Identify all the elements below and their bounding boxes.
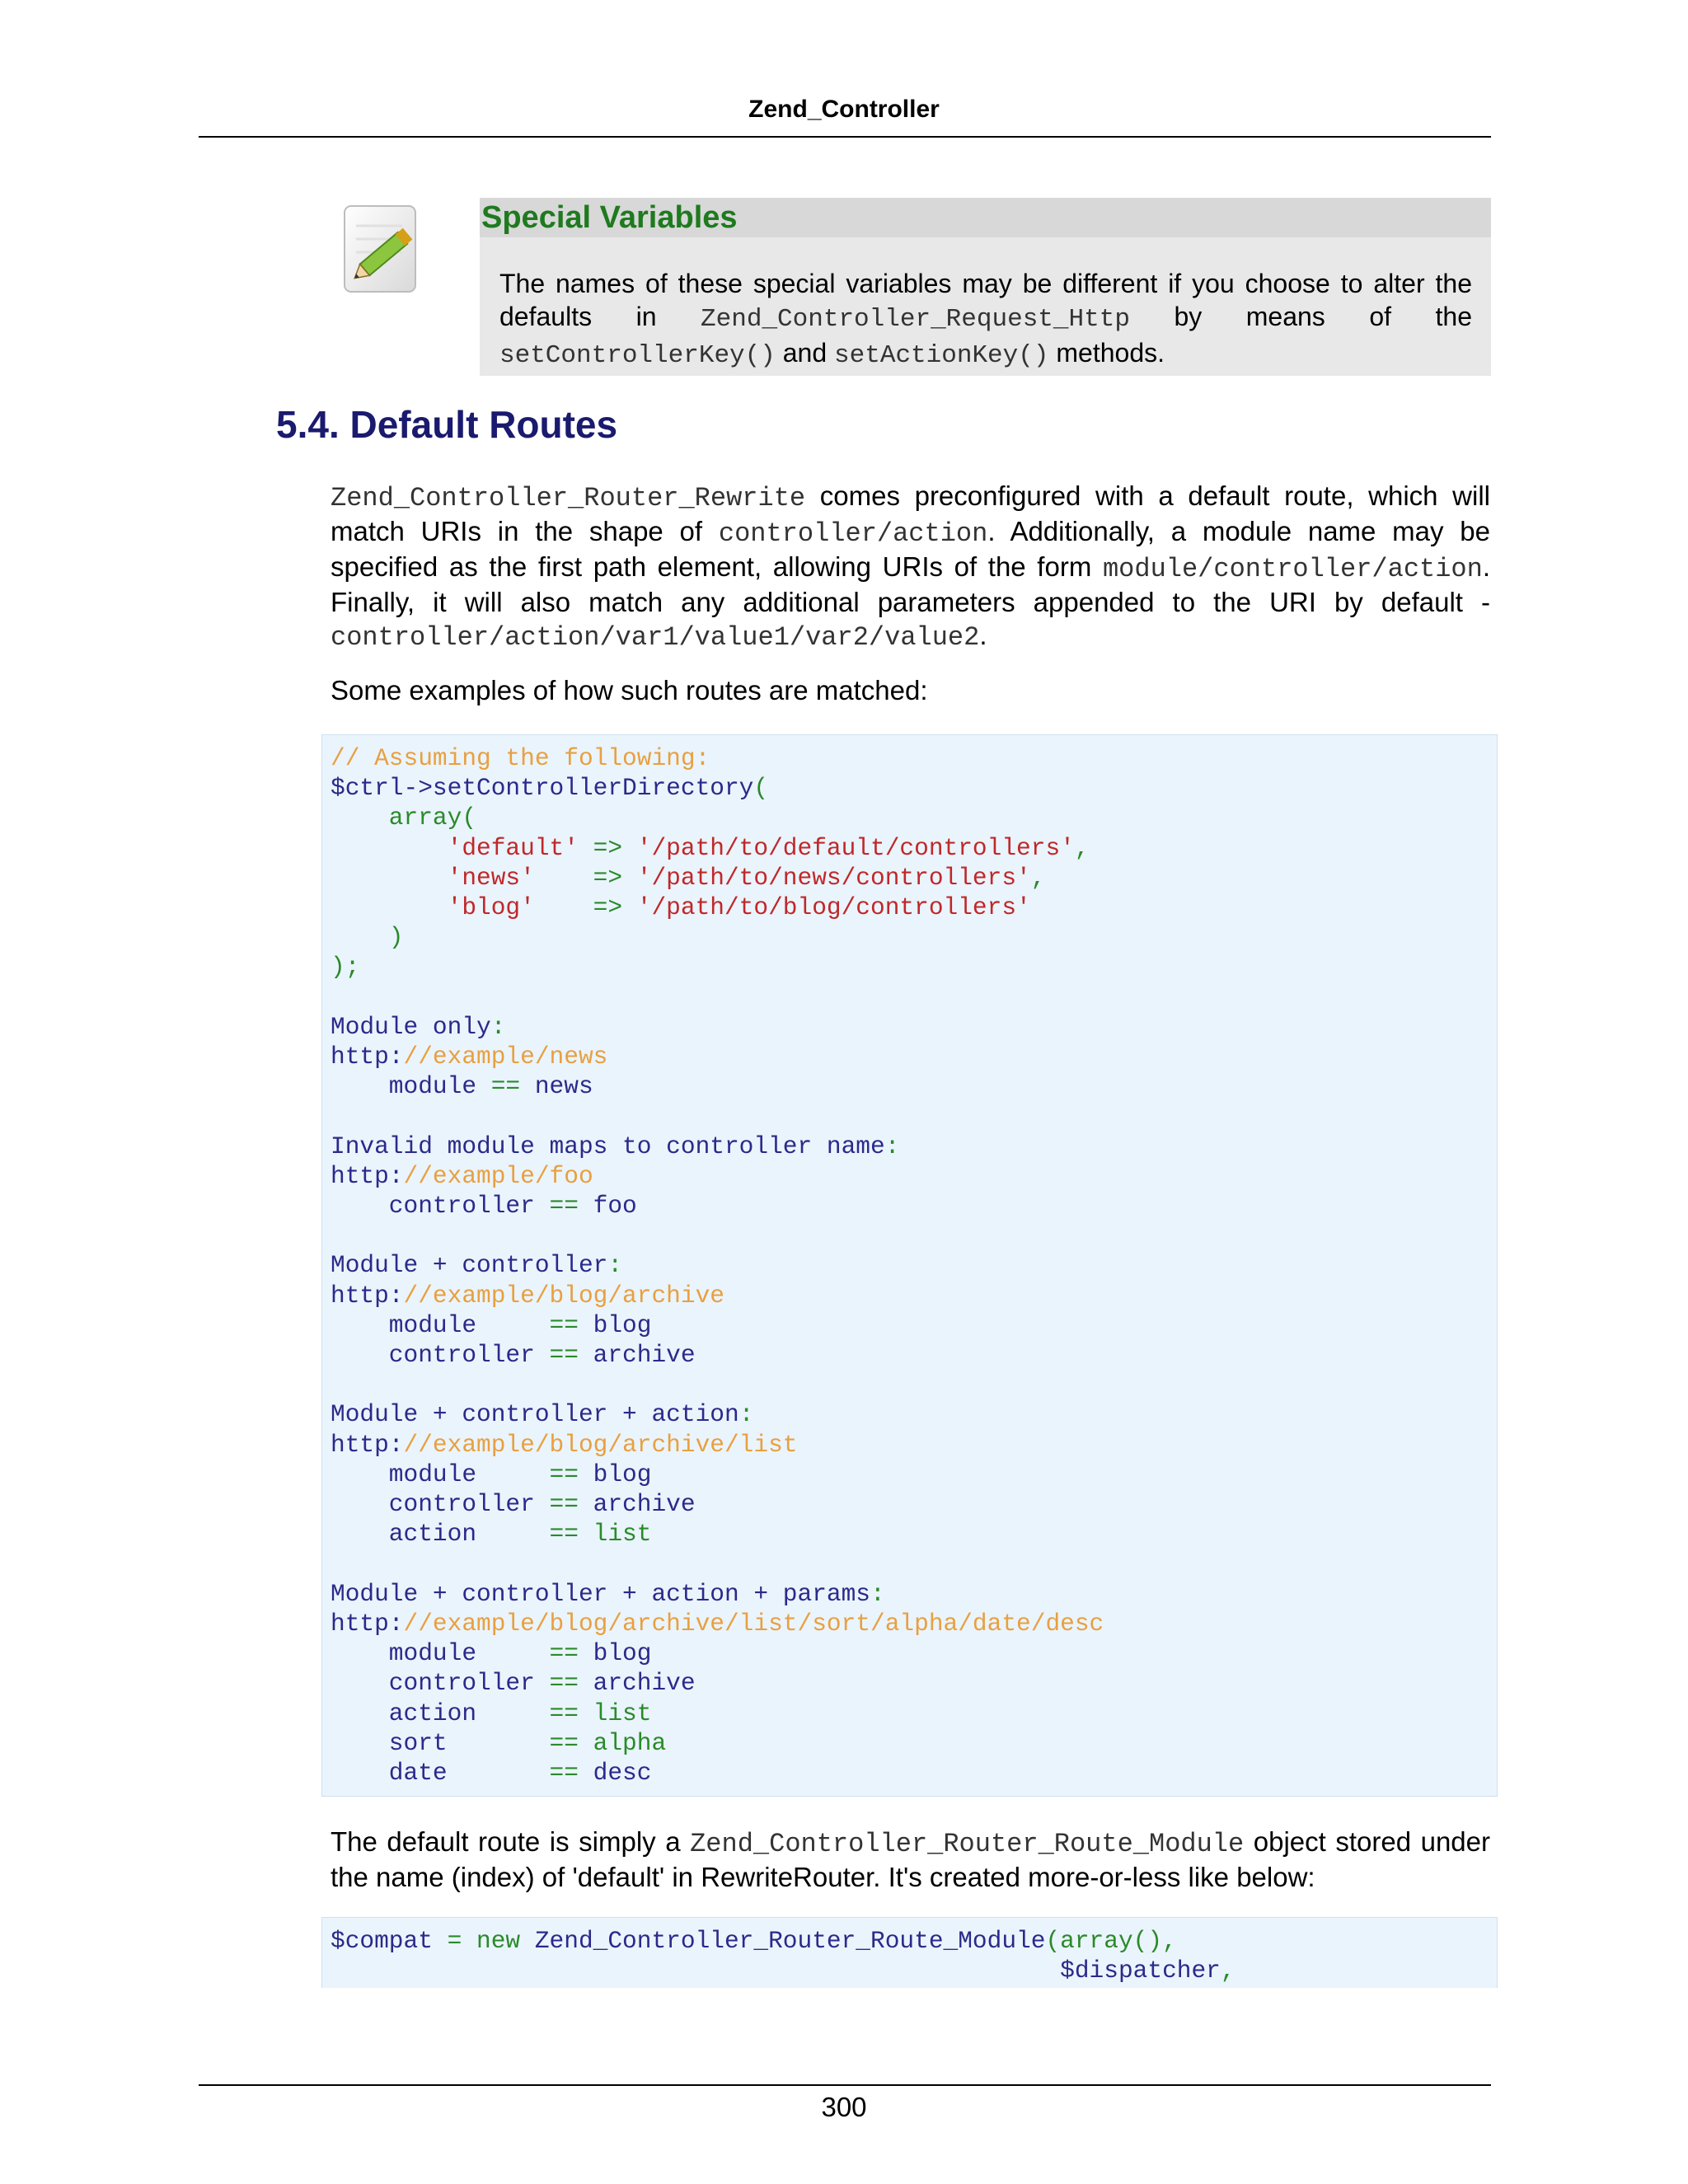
code-token: news xyxy=(520,1072,593,1101)
note-title: Special Variables xyxy=(481,200,738,235)
note-code: setActionKey() xyxy=(834,341,1049,370)
code-token: == xyxy=(549,1728,579,1757)
code-token: http: xyxy=(331,1043,404,1071)
code-token: : xyxy=(738,1400,754,1429)
code-token: action xyxy=(331,1699,550,1727)
code-token: => xyxy=(534,863,637,892)
code-token: = xyxy=(432,1927,477,1955)
code-token: list xyxy=(578,1699,652,1727)
code-comment: // Assuming the following: xyxy=(331,744,710,772)
paragraph-default-route-object xyxy=(331,1825,1490,1894)
code-token: (array(), xyxy=(1045,1927,1177,1955)
code-comment: //example/blog/archive/list/sort/alpha/date/desc xyxy=(403,1609,1104,1638)
code-token: http: xyxy=(331,1430,404,1459)
code-token: == xyxy=(549,1310,579,1339)
inline-code: module/controller/action xyxy=(1102,554,1483,584)
code-token: module xyxy=(331,1072,491,1101)
code-comment: //example/blog/archive/list xyxy=(403,1430,798,1459)
code-comment: //example/blog/archive xyxy=(403,1281,724,1310)
paragraph-default-routes xyxy=(331,480,1490,654)
code-block-compat-route xyxy=(321,1917,1498,1988)
code-token: desc xyxy=(578,1758,652,1787)
note-text: The names of these special variables may be different if you choose to alter the defaults in xyxy=(499,269,1472,331)
note-code: Zend_Controller_Request_Http xyxy=(701,305,1130,334)
header-rule xyxy=(199,136,1491,138)
text: object stored under the name (index) of 'default' in RewriteRouter. It's created more-or-less like below: xyxy=(331,1826,1490,1892)
code-token: blog xyxy=(578,1460,652,1488)
text: . Additionally, a module name may be specified as the first path element, allowing URIs of the form xyxy=(331,516,1490,582)
inline-code: Zend_Controller_Router_Rewrite xyxy=(331,483,806,513)
code-block-route-examples xyxy=(321,734,1498,1797)
code-token: == xyxy=(549,1758,579,1787)
code-token: list xyxy=(578,1520,652,1549)
code-comment: //example/foo xyxy=(403,1161,593,1190)
text: . xyxy=(979,620,987,650)
code-token: archive xyxy=(578,1669,696,1698)
text: The default route is simply a xyxy=(331,1826,691,1857)
footer-rule xyxy=(199,2084,1491,2086)
code-token: blog xyxy=(578,1310,652,1339)
code-token: ( xyxy=(753,774,769,803)
code-token: : xyxy=(490,1012,506,1041)
code-string: '/path/to/news/controllers' xyxy=(636,863,1031,892)
code-string: 'default' xyxy=(331,833,579,862)
code-token: $dispatcher xyxy=(331,1957,1221,1985)
code-token: : xyxy=(607,1251,623,1280)
text: . Finally, it will also match any additional parameters appended to the URI by default - xyxy=(331,551,1490,617)
code-token: module xyxy=(331,1639,550,1668)
code-string: '/path/to/blog/controllers' xyxy=(636,893,1031,922)
code-token: == xyxy=(549,1699,579,1727)
code-token: == xyxy=(490,1072,521,1101)
code-token: ( xyxy=(462,804,477,832)
code-token: == xyxy=(549,1639,579,1668)
code-string: '/path/to/default/controllers' xyxy=(636,833,1075,862)
inline-code: controller/action xyxy=(718,518,988,549)
code-token: $ctrl->setControllerDirectory xyxy=(331,774,754,803)
code-token: == xyxy=(549,1669,579,1698)
code-token: new xyxy=(476,1927,521,1955)
code-token: , xyxy=(1030,863,1046,892)
text: comes preconfigured with a default route, which will match URIs in the shape of xyxy=(331,480,1490,546)
note-text: by means of the xyxy=(1129,302,1473,331)
running-header: Zend_Controller xyxy=(748,96,940,123)
pencil-note-icon xyxy=(338,201,429,300)
code-token: sort xyxy=(331,1728,550,1757)
code-token: array xyxy=(331,804,462,832)
code-token: Zend_Controller_Router_Route_Module xyxy=(520,1927,1046,1955)
code-token: Module + controller xyxy=(331,1251,608,1280)
code-token: alpha xyxy=(578,1728,667,1757)
inline-code: controller/action/var1/value1/var2/value2 xyxy=(331,622,980,653)
code-string: 'news' xyxy=(331,863,535,892)
code-token: == xyxy=(549,1460,579,1488)
code-token: blog xyxy=(578,1639,652,1668)
code-token: ); xyxy=(331,953,360,982)
code-token: Module + controller + action xyxy=(331,1400,739,1429)
note-title-bar xyxy=(480,198,1491,237)
note-text: and xyxy=(775,338,835,368)
note-body xyxy=(499,267,1472,373)
code-token: == xyxy=(549,1192,579,1221)
code-string: 'blog' xyxy=(331,893,535,922)
code-token: $compat xyxy=(331,1927,433,1955)
code-token: controller xyxy=(331,1490,550,1519)
code-token: http: xyxy=(331,1609,404,1638)
code-token: == xyxy=(549,1520,579,1549)
code-token: Module only xyxy=(331,1012,491,1041)
code-token: Invalid module maps to controller name xyxy=(331,1132,885,1160)
code-token: controller xyxy=(331,1192,550,1221)
code-token: module xyxy=(331,1310,550,1339)
code-token: archive xyxy=(578,1341,696,1370)
note-text: methods. xyxy=(1048,338,1165,368)
note-code: setControllerKey() xyxy=(499,341,776,370)
page-number: 300 xyxy=(821,2092,867,2122)
code-token: == xyxy=(549,1341,579,1370)
inline-code: Zend_Controller_Router_Route_Module xyxy=(690,1829,1245,1859)
paragraph-examples-intro: Some examples of how such routes are matched: xyxy=(331,675,928,705)
code-token: Module + controller + action + params xyxy=(331,1579,871,1608)
code-token: ) xyxy=(331,923,404,952)
code-token: date xyxy=(331,1758,550,1787)
code-token: module xyxy=(331,1460,550,1488)
code-token: => xyxy=(578,833,637,862)
code-token: archive xyxy=(578,1490,696,1519)
code-token: foo xyxy=(578,1192,637,1221)
code-token: , xyxy=(1074,833,1090,862)
code-token: : xyxy=(870,1579,885,1608)
code-comment: //example/news xyxy=(403,1043,608,1071)
code-token: , xyxy=(1220,1957,1236,1985)
code-token: action xyxy=(331,1520,550,1549)
section-heading: 5.4. Default Routes xyxy=(276,403,618,446)
code-token: http: xyxy=(331,1281,404,1310)
code-token: == xyxy=(549,1490,579,1519)
code-token: controller xyxy=(331,1341,550,1370)
code-token: => xyxy=(534,893,637,922)
code-token: http: xyxy=(331,1161,404,1190)
code-token: : xyxy=(884,1132,900,1160)
code-token: controller xyxy=(331,1669,550,1698)
note-box xyxy=(480,198,1491,376)
